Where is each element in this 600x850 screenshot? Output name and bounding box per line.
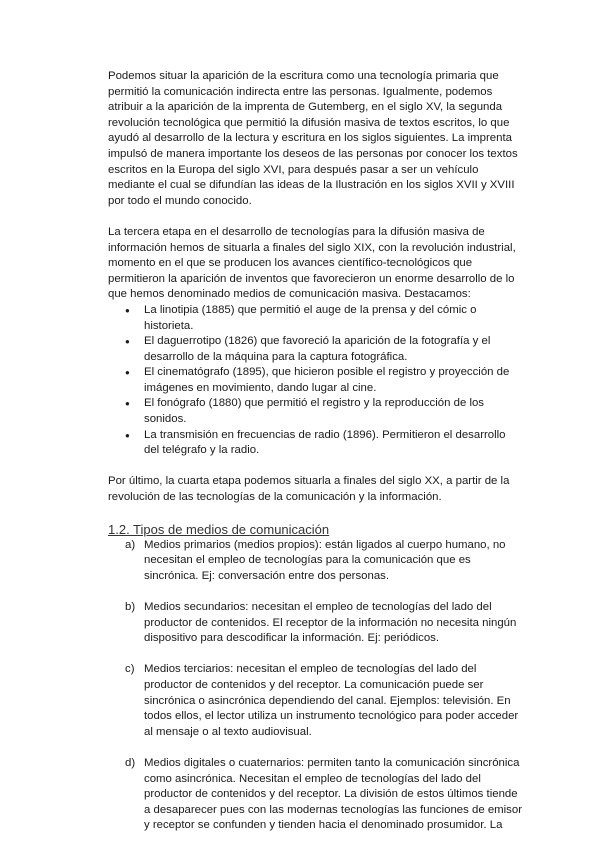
- paragraph-third-stage: La tercera etapa en el desarrollo de tecnologías para la difusión masiva de información hemos de situarla a finales del siglo XIX, con la revolución industrial, momento en el que se producen los avances científico-tecnológicos que permitieron la aparición de inventos que favorecieron un enorme desarrollo de lo que hemos denominado medios de comunicación masiva. Destacamos:: [108, 225, 516, 301]
- paragraph-spacer: [108, 459, 522, 475]
- list-marker: c): [125, 663, 135, 676]
- list-marker: a): [125, 538, 136, 551]
- list-item: [108, 662, 522, 740]
- list-marker: b): [125, 601, 136, 613]
- media-types-list: [108, 538, 522, 834]
- list-item-text: Medios digitales o cuaternarios: permiten tanto la comunicación sincrónica como asincrónica. Necesitan el empleo de tecnologías del lado del productor de contenidos y del receptor. La división de estos últimos tiende a desaparecer pues con las modernas tecnologías las funciones de emisor y receptor se confunden y tienden hacia el denominado prosumidor. La: [144, 756, 523, 832]
- paragraph-writing-printing: Podemos situar la aparición de la escritura como una tecnología primaria que permitió la comunicación indirecta entre las personas. Igualmente, podemos atribuir a la aparición de la imprenta de Gutemberg, en el siglo XV, la segunda revolución tecnológica que permitió la difusión masiva de textos escritos, lo que ayudó al desarrollo de la lectura y escritura en los siglos siguientes. La imprenta impulsó de manera importante los deseos de las personas por conocer los textos escritos en la Europa del siglo XVI, para después pasar a ser un vehículo mediante el cual se difundían las ideas de la Ilustración en los siglos XVII y XVIII por todo el mundo conocido.: [108, 70, 518, 207]
- list-item: ● La transmisión en frecuencias de radio (1896). Permitieron el desarrollo del telégrafo y la radio.: [108, 428, 522, 459]
- list-item: [108, 756, 522, 834]
- list-item: [108, 600, 522, 647]
- list-item-text: Medios secundarios: necesitan el empleo de tecnologías del lado del productor de contenidos. El receptor de la información no necesita ningún dispositivo para descodificar la información. Ej: periódicos.: [144, 601, 517, 645]
- list-item: ● El fonógrafo (1880) que permitió el registro y la reproducción de los sonidos.: [108, 396, 522, 427]
- list-item-text: Medios primarios (medios propios): están ligados al cuerpo humano, no necesitan el empleo de tecnologías para la comunicación que es sincrónica. Ej: conversación entre dos personas.: [144, 538, 506, 582]
- document-body: [108, 69, 522, 850]
- list-item: ● La linotipia (1885) que permitió el auge de la prensa y del cómic o historieta.: [108, 303, 522, 334]
- list-marker: d): [125, 756, 136, 769]
- list-item: [108, 538, 522, 585]
- paragraph-fourth-stage: Por último, la cuarta etapa podemos situarla a finales del siglo XX, a partir de la revolución de las tecnologías de la comunicación y la información.: [108, 475, 510, 504]
- paragraph-spacer: [108, 209, 522, 225]
- list-item: ● El daguerrotipo (1826) que favoreció la aparición de la fotografía y el desarrollo de la máquina para la captura fotográfica.: [108, 334, 522, 365]
- list-item: ● El cinematógrafo (1895), que hicieron posible el registro y proyección de imágenes en movimiento, dando lugar al cine.: [108, 365, 522, 396]
- list-item-text: Medios terciarios: necesitan el empleo de tecnologías del lado del productor de contenidos y del receptor. La comunicación puede ser sincrónica o asincrónica dependiendo del canal. Ejemplos: televisión. En todos ellos, el lector utiliza un instrumento tecnológico para poder acceder al mensaje o al texto audiovisual.: [144, 663, 519, 738]
- inventions-list: [108, 303, 522, 459]
- section-heading: 1.2. Tipos de medios de comunicación: [108, 521, 330, 537]
